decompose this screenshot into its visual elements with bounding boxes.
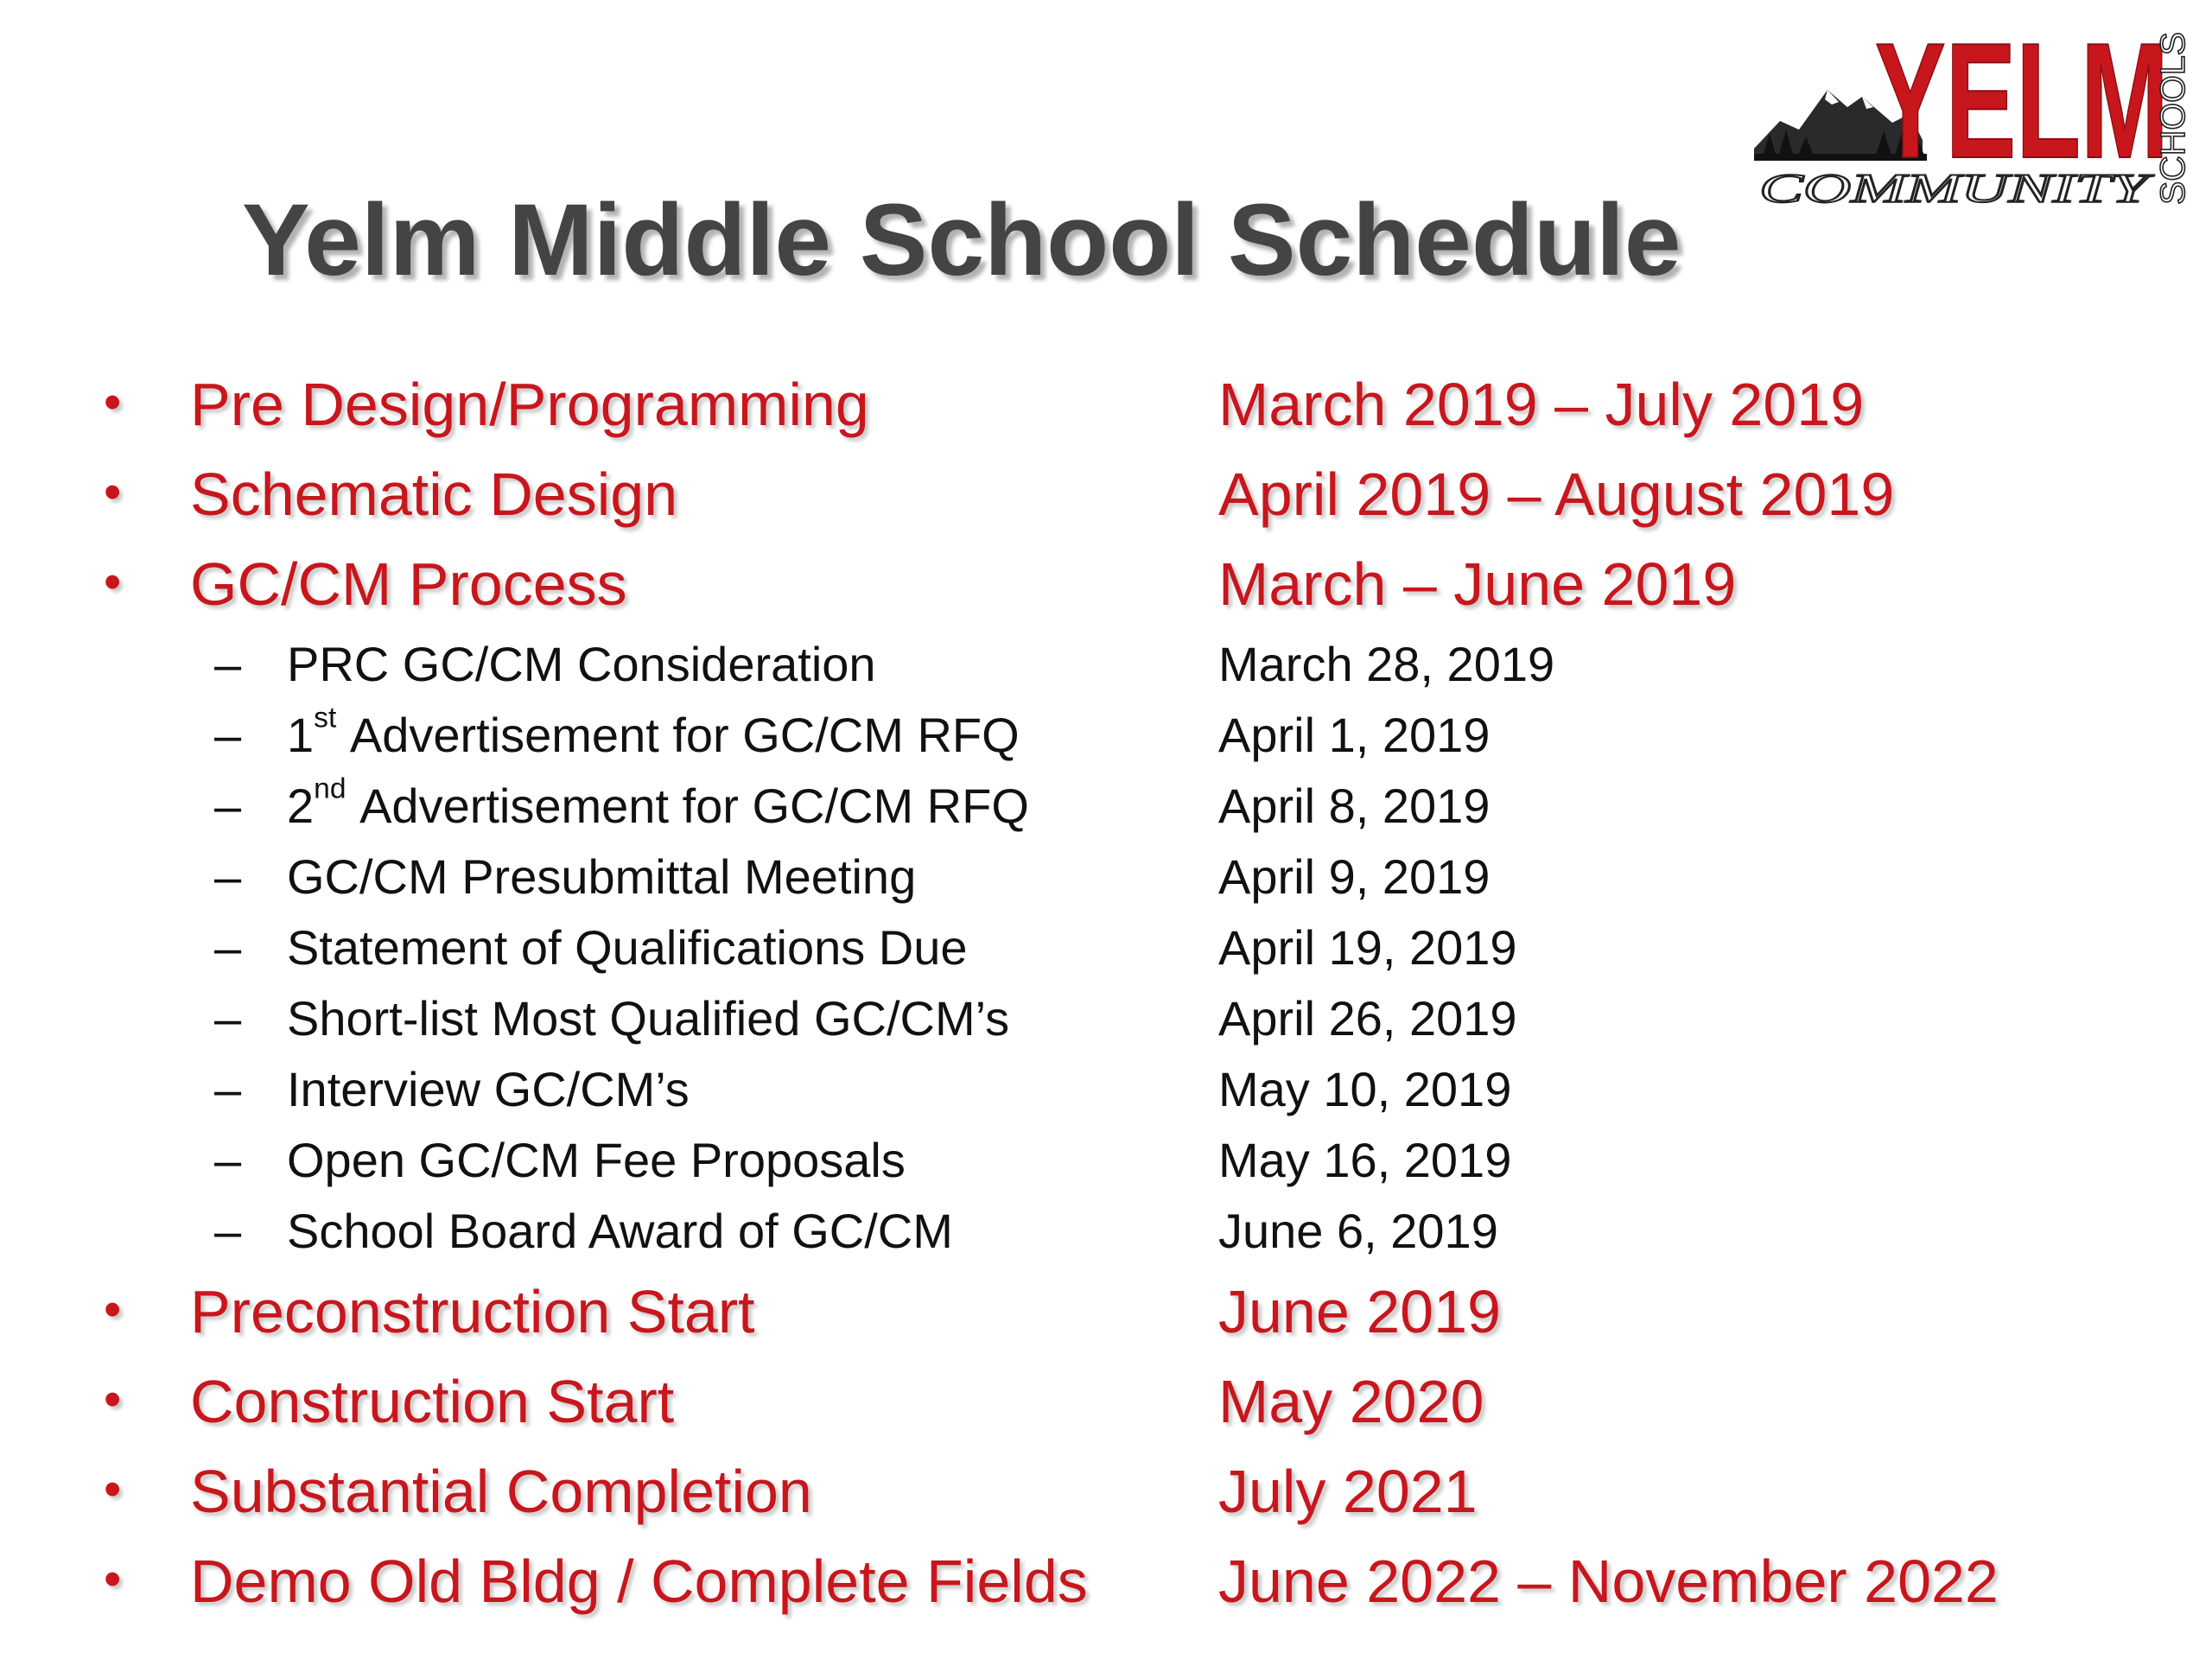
bullet-icon: • bbox=[104, 464, 122, 520]
ordinal-number: 1 bbox=[287, 708, 315, 762]
dash-icon: – bbox=[214, 1062, 242, 1116]
schedule-item-date: April 26, 2019 bbox=[1218, 991, 1517, 1046]
schedule-item-text: Advertisement for GC/CM RFQ bbox=[336, 708, 1020, 762]
schedule-item-text: Advertisement for GC/CM RFQ bbox=[346, 779, 1029, 833]
ordinal-suffix: st bbox=[314, 702, 337, 734]
bullet-icon: • bbox=[104, 374, 122, 430]
schedule-item-label: Open GC/CM Fee Proposals bbox=[287, 1133, 906, 1187]
schedule-item-date: May 2020 bbox=[1218, 1368, 1484, 1435]
bullet-icon: • bbox=[104, 1281, 122, 1338]
schedule-item-date: June 2022 – November 2022 bbox=[1218, 1548, 1999, 1615]
schedule-item-date: April 1, 2019 bbox=[1218, 708, 1491, 762]
ordinal-suffix: nd bbox=[314, 772, 346, 805]
schedule-item-label: GC/CM Process bbox=[190, 550, 627, 618]
dash-icon: – bbox=[214, 991, 242, 1046]
schedule-item-label: Construction Start bbox=[190, 1368, 675, 1435]
bullet-icon: • bbox=[104, 1371, 122, 1427]
logo-schools-text: SCHOOLS bbox=[2154, 35, 2192, 205]
schedule-item-label: Statement of Qualifications Due bbox=[287, 920, 968, 975]
logo-community-text: COMMUNITY bbox=[1759, 166, 2154, 212]
bullet-icon: • bbox=[104, 1461, 122, 1517]
schedule-item-label: Demo Old Bldg / Complete Fields bbox=[190, 1548, 1088, 1615]
schedule-item-date: March 28, 2019 bbox=[1218, 637, 1555, 691]
schedule-item-label: Substantial Completion bbox=[190, 1458, 812, 1525]
schedule-item-label: Short-list Most Qualified GC/CM’s bbox=[287, 991, 1010, 1046]
dash-icon: – bbox=[214, 779, 242, 833]
schedule-item-date: April 8, 2019 bbox=[1218, 779, 1491, 833]
schedule-item-date: April 2019 – August 2019 bbox=[1218, 461, 1895, 528]
schedule-item-label bbox=[287, 772, 1029, 834]
schedule-item-date: April 19, 2019 bbox=[1218, 920, 1517, 975]
schedule-item-date: March – June 2019 bbox=[1218, 550, 1737, 618]
schedule-item-label: Pre Design/Programming bbox=[190, 371, 869, 438]
bullet-icon: • bbox=[104, 1551, 122, 1607]
schedule-item-date: April 9, 2019 bbox=[1218, 849, 1491, 904]
schedule-item-date: May 16, 2019 bbox=[1218, 1133, 1512, 1187]
schedule-item-label: Preconstruction Start bbox=[190, 1278, 755, 1345]
schedule-item-label: GC/CM Presubmittal Meeting bbox=[287, 849, 917, 904]
dash-icon: – bbox=[214, 708, 242, 762]
schedule-item-label: Schematic Design bbox=[190, 461, 678, 528]
dash-icon: – bbox=[214, 1204, 242, 1258]
schedule-item-date: June 6, 2019 bbox=[1218, 1204, 1498, 1258]
dash-icon: – bbox=[214, 1133, 242, 1187]
dash-icon: – bbox=[214, 920, 242, 975]
bullet-icon: • bbox=[104, 554, 122, 610]
schedule-item-date: June 2019 bbox=[1218, 1278, 1501, 1345]
schedule-item-date: March 2019 – July 2019 bbox=[1218, 371, 1865, 438]
ordinal-number: 2 bbox=[287, 779, 315, 833]
schedule-item-date: May 10, 2019 bbox=[1218, 1062, 1512, 1116]
dash-icon: – bbox=[214, 637, 242, 691]
logo-wordmark: YELM bbox=[1875, 19, 2169, 193]
schedule-item-label: Interview GC/CM’s bbox=[287, 1062, 690, 1116]
schedule-item-label: School Board Award of GC/CM bbox=[287, 1204, 953, 1258]
schedule-item-label: PRC GC/CM Consideration bbox=[287, 637, 876, 691]
schedule-item-date: July 2021 bbox=[1218, 1458, 1478, 1525]
dash-icon: – bbox=[214, 849, 242, 904]
schedule-item-label bbox=[287, 702, 1020, 763]
page-title: Yelm Middle School Schedule bbox=[242, 183, 1681, 297]
